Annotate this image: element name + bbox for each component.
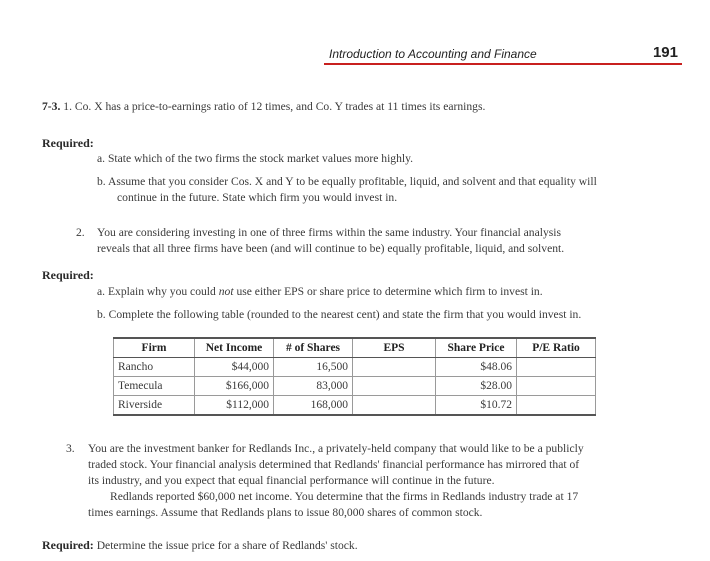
cell-net-income: $166,000 [195,377,274,396]
cell-net-income: $112,000 [195,396,274,416]
q1-text: Co. X has a price-to-earnings ratio of 12 times, and Co. Y trades at 11 times its earnings. [74,100,486,113]
required2-a-emphasis: not [218,285,234,298]
q3-line3: its industry, and you expect that equal financial performance will continue in the future. [88,474,495,487]
cell-shares: 16,500 [274,358,353,377]
col-header-shares: # of Shares [274,338,353,358]
col-header-net-income: Net Income [195,338,274,358]
col-header-pe-ratio: P/E Ratio [517,338,596,358]
header-rule [324,63,682,65]
required1-b-line1: b. Assume that you consider Cos. X and Y to be equally profitable, liquid, and solvent and that equality will [97,175,597,188]
q2-line2: reveals that all three firms have been (and will continue to be) equally profitable, liquid, and solvent. [97,242,565,255]
q1-number: 1. [63,100,72,113]
col-header-eps: EPS [353,338,436,358]
required1-b-line2: continue in the future. State which firm you would invest in. [117,191,398,204]
cell-eps [353,358,436,377]
q3-number: 3. [66,442,75,455]
table-row [114,358,596,377]
cell-share-price: $48.06 [436,358,517,377]
problem-label: 7-3. [42,100,61,113]
required-label-3: Required: [42,538,94,552]
cell-firm: Riverside [114,396,195,416]
col-header-share-price: Share Price [436,338,517,358]
q3-line5: times earnings. Assume that Redlands plans to issue 80,000 shares of common stock. [88,506,483,519]
cell-shares: 83,000 [274,377,353,396]
required3-text: Determine the issue price for a share of Redlands' stock. [96,539,358,552]
required2-a-post: use either EPS or share price to determine which firm to invest in. [233,285,543,298]
required3 [42,537,358,554]
q2-line1: You are considering investing in one of three firms within the same industry. Your financial analysis [97,226,561,239]
q3-line2: traded stock. Your financial analysis determined that Redlands' financial performance has mirrored that of [88,458,580,471]
cell-eps [353,377,436,396]
cell-share-price: $28.00 [436,377,517,396]
col-header-firm: Firm [114,338,195,358]
problem-7-3-q1 [42,99,485,115]
cell-shares: 168,000 [274,396,353,416]
cell-eps [353,396,436,416]
table-row [114,377,596,396]
cell-share-price: $10.72 [436,396,517,416]
cell-firm: Temecula [114,377,195,396]
table-header-row [114,338,596,358]
page-number: 191 [652,44,678,61]
table-row [114,396,596,416]
required-label-1: Required: [42,136,94,150]
header-title: Introduction to Accounting and Finance [329,47,537,61]
required2-a-pre: a. Explain why you could [97,285,219,298]
cell-pe-ratio [517,358,596,377]
q3-line1: You are the investment banker for Redlands Inc., a privately-held company that would like to be a publicly [88,442,584,455]
required-label-2: Required: [42,268,94,282]
required2-b: b. Complete the following table (rounded to the nearest cent) and state the firm that you would invest in. [97,308,582,321]
q2-number: 2. [76,226,85,239]
cell-net-income: $44,000 [195,358,274,377]
required1-a: a. State which of the two firms the stock market values more highly. [97,152,414,165]
cell-pe-ratio [517,396,596,416]
cell-firm: Rancho [114,358,195,377]
cell-pe-ratio [517,377,596,396]
firm-comparison-table [113,337,596,416]
required2-a [97,284,543,300]
q3-line4: Redlands reported $60,000 net income. You determine that the firms in Redlands industry trade at 17 [110,490,579,503]
